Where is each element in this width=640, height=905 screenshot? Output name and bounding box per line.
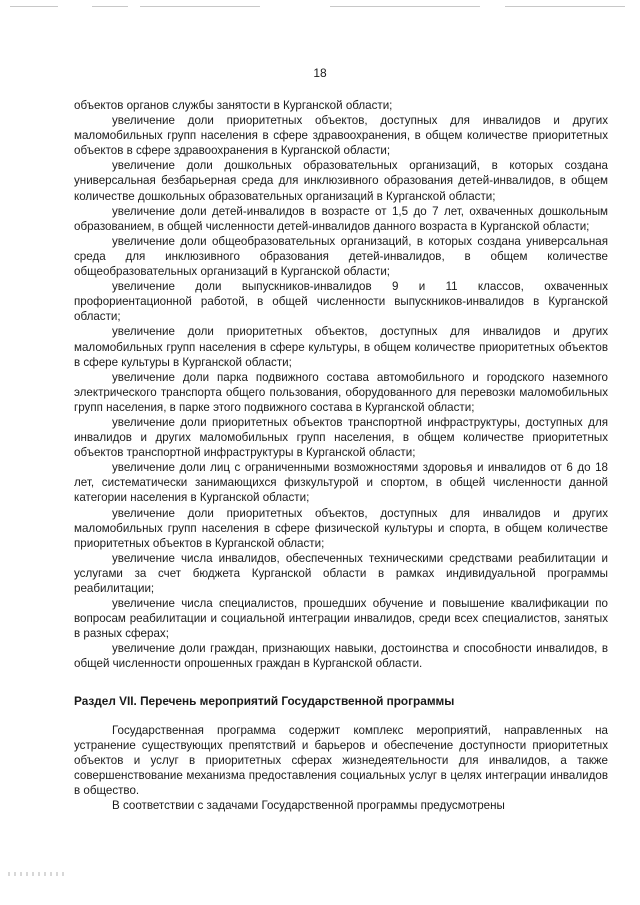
scan-artifact: [92, 6, 128, 7]
paragraph: Государственная программа содержит комплекс мероприятий, направленных на устранение существующих препятствий и барьеров и обеспечение доступности приоритетных объектов и услуг в приоритетных сферах жизнедеятельности для инвалидов, а также совершенствование механизма предоставления социальных услуг в целях интеграции инвалидов в общество.: [74, 723, 608, 798]
paragraph: увеличение доли приоритетных объектов транспортной инфраструктуры, доступных для инвалидов и других маломобильных групп населения, в общем количестве приоритетных объектов транспортной инфраструктуры в Курганской области;: [74, 415, 608, 460]
paragraph: увеличение числа инвалидов, обеспеченных техническими средствами реабилитации и услугами за счет бюджета Курганской области в рамках индивидуальной программы реабилитации;: [74, 551, 608, 595]
paragraph: увеличение доли приоритетных объектов, доступных для инвалидов и других маломобильных групп населения в сфере физической культуры и спорта, в общем количестве приоритетных объектов в Курганской области;: [74, 506, 608, 550]
paragraph-list: [74, 98, 608, 672]
paragraph: увеличение доли лиц с ограниченными возможностями здоровья и инвалидов от 6 до 18 лет, систематически занимающихся физкультурой и спортом, в общей численности данной категории населения в Курганской области;: [74, 461, 608, 505]
paragraph: объектов органов службы занятости в Курганской области;: [74, 99, 393, 112]
section-title: Раздел VII. Перечень мероприятий Государственной программы: [74, 693, 455, 708]
paragraph: В соответствии с задачами Государственной программы предусмотрены: [112, 799, 505, 813]
document-body: [74, 98, 608, 813]
paragraph: увеличение доли детей-инвалидов в возрасте от 1,5 до 7 лет, охваченных дошкольным образованием, в общей численности детей-инвалидов данного возраста в Курганской области;: [74, 204, 608, 233]
scan-artifact: [8, 872, 68, 876]
paragraph: увеличение доли общеобразовательных организаций, в которых создана универсальная среда для инклюзивного образования детей-инвалидов, в общем количестве общеобразовательных организаций в Курганской области;: [74, 234, 608, 279]
scan-artifact: [505, 6, 625, 7]
scan-artifact: [330, 6, 480, 7]
paragraph: увеличение доли парка подвижного состава автомобильного и городского наземного электрического транспорта общего пользования, оборудованного для перевозки маломобильных групп населения, в парке этого подвижного состава в Курганской области;: [74, 370, 608, 414]
paragraph: увеличение доли выпускников-инвалидов 9 и 11 классов, охваченных профориентационной работой, в общей численности выпускников-инвалидов в Курганской области;: [74, 280, 608, 324]
scan-artifact: [10, 6, 58, 7]
page-number: 18: [313, 66, 327, 80]
paragraph: увеличение доли приоритетных объектов, доступных для инвалидов и других маломобильных групп населения в сфере здравоохранения, в общем количестве приоритетных объектов в сфере здравоохранения в Курганской области;: [74, 114, 608, 158]
scan-artifact: [140, 6, 260, 7]
paragraph: увеличение доли граждан, признающих навыки, достоинства и способности инвалидов, в общей численности опрошенных граждан в Курганской области.: [74, 642, 608, 671]
paragraph: увеличение числа специалистов, прошедших обучение и повышение квалификации по вопросам реабилитации и социальной интеграции инвалидов, среди всех специалистов, занятых в разных сферах;: [74, 597, 608, 641]
paragraph: увеличение доли приоритетных объектов, доступных для инвалидов и других маломобильных групп населения в сфере культуры, в общем количестве приоритетных объектов в сфере культуры в Курганской области;: [74, 325, 608, 369]
paragraph-list-after-title: [74, 723, 608, 814]
paragraph: увеличение доли дошкольных образовательных организаций, в которых создана универсальная безбарьерная среда для инклюзивного образования детей-инвалидов, в общем количестве дошкольных образовательных организаций в Курганской области;: [74, 159, 608, 203]
